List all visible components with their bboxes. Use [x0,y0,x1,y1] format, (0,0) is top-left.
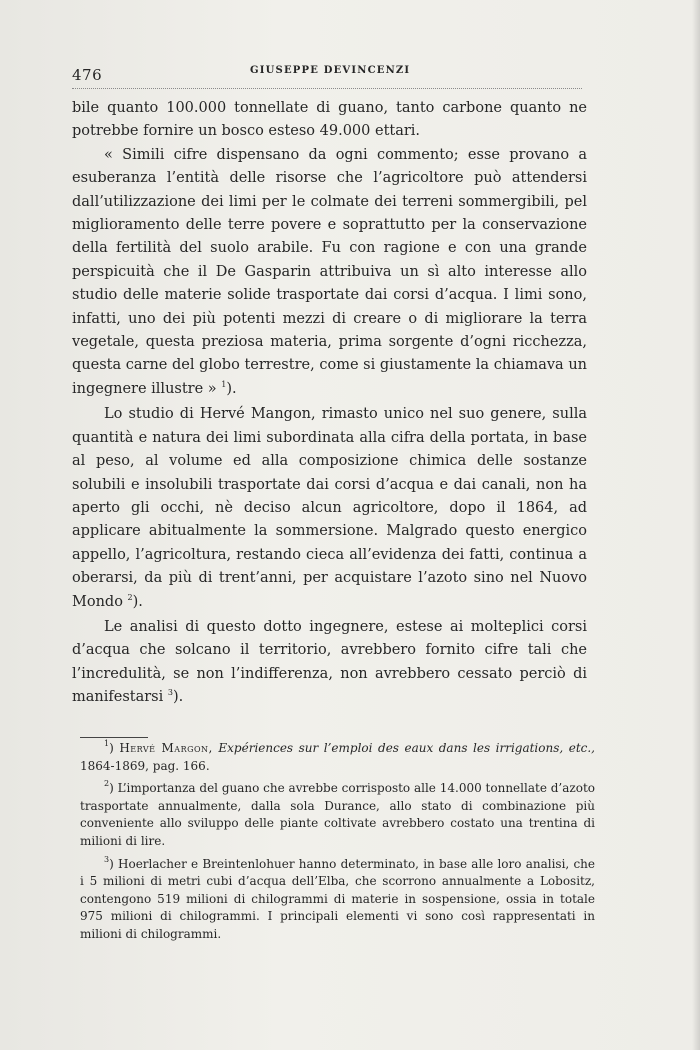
paragraph-2-text: « Simili cifre dispensano da ogni commento; esse provano a esuberanza l’entità delle risorse che l’agricoltore può attendersi dall’utilizzazione dei limi per le colmate dei terreni sommergibili, pel miglioramento delle terre povere e soprattutto per la conservazione della fertilità del suolo arabile. Fu con ragione e con una grande perspicuità che il De Gasparin attribuiva un sì alto interesse allo studio delle materie solide trasportate dai corsi d’acqua. I limi sono, infatti, uno dei più potenti mezzi di creare o di migliorare la terra vegetale, questa preziosa materia, prima sorgente d’ogni ricchezza, questa carne del globo terrestre, come si giustamente la chiamava un ingegnere illustre » [72,146,587,397]
footnote-1-author: Hervé Margon, [119,741,213,755]
footnote-ref-3: 3 [167,688,173,698]
footnote-ref-2: 2 [127,592,133,602]
footnote-2-marker: 2 [104,779,110,789]
paragraph-3-end: ). [132,593,143,610]
footnote-rule [80,737,148,738]
paragraph-4-end: ). [172,689,184,706]
footnote-3: $^3$) Hoerlacher e Breintenlohuer hanno determinato, in base alle loro analisi, che i 5 milioni di metri cubi d’acqua dell’Elba, che scorrono annualmente a Lobositz, contengono 519 milioni di chilogrammi di materie in sospensione, ossia in totale 975 milioni di chilogrammi. I principali elementi vi sono così rappresentati in milioni di chilogrammi. [80,854,595,941]
page-edge-shadow [692,0,700,1050]
footnote-3-text: Hoerlacher e Breintenlohuer hanno determinato, in base alle loro analisi, che i 5 milioni di metri cubi d’acqua dell’Elba, che scorrono annualmente a Lobositz, contengono 519 milioni di chilogrammi di materie in sospensione, ossia in totale 975 milioni di chilogrammi. I principali elementi vi sono così rappresentati in milioni di chilogrammi. [80,856,595,941]
paragraph-4 [72,616,587,710]
footnote-ref-1: 1 [221,379,227,389]
footnote-1-rest: 1864-1869, pag. 166. [80,758,210,773]
paragraph-3 [72,403,587,614]
footnote-2-text: L’importanza del guano che avrebbe corrisposto alle 14.000 tonnellate d’azoto trasportate annualmente, dalla sola Durance, allo stato di combinazione più conveniente allo sviluppo delle piante coltivate avrebbero costato una trentina di milioni di lire. [80,781,595,848]
page-header [72,62,582,89]
running-head: GIUSEPPE DEVINCENZI [250,65,411,76]
page-number: 476 [72,66,103,84]
paragraph-4-text: Le analisi di questo dotto ingegnere, estese ai molteplici corsi d’acqua che solcano il territorio, avrebbero fornito cifre tali che l’incredulità, se non l’indifferenza, non avrebbero cessato perciò di manifestarsi [72,618,587,706]
paragraph-2-end: ). [226,380,237,397]
footnote-3-marker: 3 [104,854,110,864]
paragraph-1: bile quanto 100.000 tonnellate di guano, tanto carbone quanto ne potrebbe fornire un bosco esteso 49.000 ettari. [72,100,587,140]
main-text [72,97,587,710]
footnote-2: $^2$) L’importanza del guano che avrebbe corrisposto alle 14.000 tonnellate d’azoto trasportate annualmente, dalla sola Durance, allo stato di combinazione più conveniente allo sviluppo delle piante coltivate avrebbero costato una trentina di milioni di lire. [80,779,595,848]
footnote-1: $^1$) Hervé Margon, Expériences sur l’emploi des eaux dans les irrigations, etc., 1864-1869, pag. 166. [80,739,596,773]
footnote-1-marker: 1 [104,739,110,748]
footnotes [80,740,595,944]
footnote-1-title: Expériences sur l’emploi des eaux dans les irrigations, etc., [218,741,596,755]
paragraph-2 [72,144,587,401]
paragraph-3-text: Lo studio di Hervé Mangon, rimasto unico nel suo genere, sulla quantità e natura dei limi subordinata alla cifra della portata, in base al peso, al volume ed alla composizione chimica delle sostanze solubili e insolubili trasportate dai corsi d’acqua e dai canali, non ha aperto gli occhi, nè deciso alcun agricoltore, dopo il 1864, ad applicare abitualmente la sommersione. Malgrado questo energico appello, l’agricoltura, restando cieca all’evidenza dei fatti, continua a oberarsi, da più di trent’anni, per acquistare l’azoto sino nel Nuovo Mondo [72,406,587,610]
